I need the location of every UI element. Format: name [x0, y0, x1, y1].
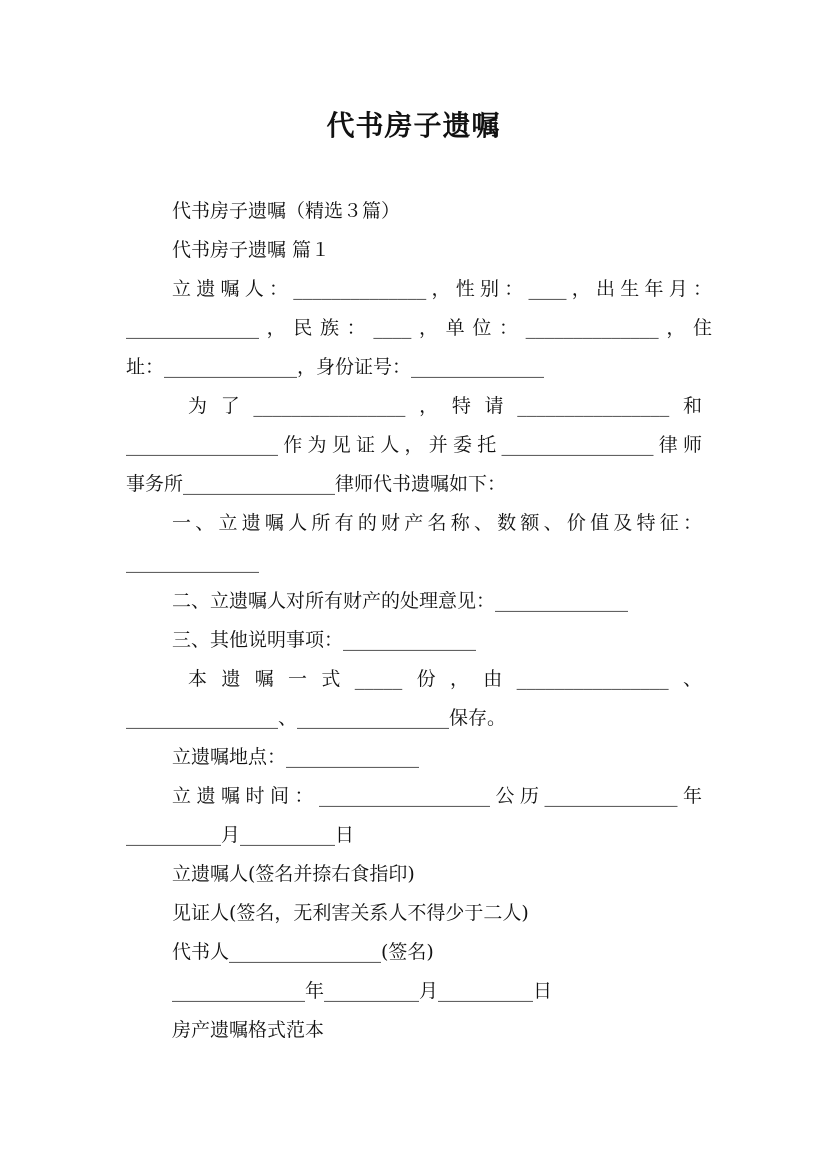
text-line: 二、立遗嘱人对所有财产的处理意见：______________	[172, 590, 629, 612]
text-line: ________________、________________保存。	[126, 707, 507, 729]
text-line: 址：______________，身份证号：______________	[126, 356, 545, 378]
text-line: 事务所________________律师代书遗嘱如下：	[126, 473, 507, 495]
text-line: ______________	[126, 551, 259, 573]
text-line: 本遗嘱一式_____份，由________________、	[188, 668, 702, 690]
text-line: 代书人________________(签名)	[172, 941, 434, 963]
page-title: 代书房子遗嘱	[326, 109, 501, 142]
text-line: ______________，民族：____，单位：______________，住	[126, 317, 712, 339]
text-line: 立遗嘱人：______________，性别：____，出生年月：	[172, 278, 712, 300]
doc-subtitle: 代书房子遗嘱（精选３篇）	[172, 200, 401, 222]
text-line: 为了________________，特请________________和	[188, 395, 702, 417]
section-heading: 房产遗嘱格式范本	[172, 1019, 325, 1041]
text-line: 立遗嘱地点：______________	[172, 746, 420, 768]
text-line: ________________作为见证人，并委托________________律师	[126, 434, 702, 456]
text-line: 三、其他说明事项：______________	[172, 629, 477, 651]
text-line: __________月__________日	[126, 824, 355, 846]
text-line: 见证人(签名，无利害关系人不得少于二人)	[172, 902, 529, 924]
text-line: 立遗嘱时间：__________________公历______________年	[172, 785, 702, 807]
text-line: 立遗嘱人(签名并捺右食指印)	[172, 863, 415, 885]
text-line: ______________年__________月__________日	[172, 980, 553, 1002]
text-line: 一、立遗嘱人所有的财产名称、数额、价值及特征：	[172, 512, 702, 534]
section-heading: 代书房子遗嘱 篇１	[172, 239, 331, 261]
